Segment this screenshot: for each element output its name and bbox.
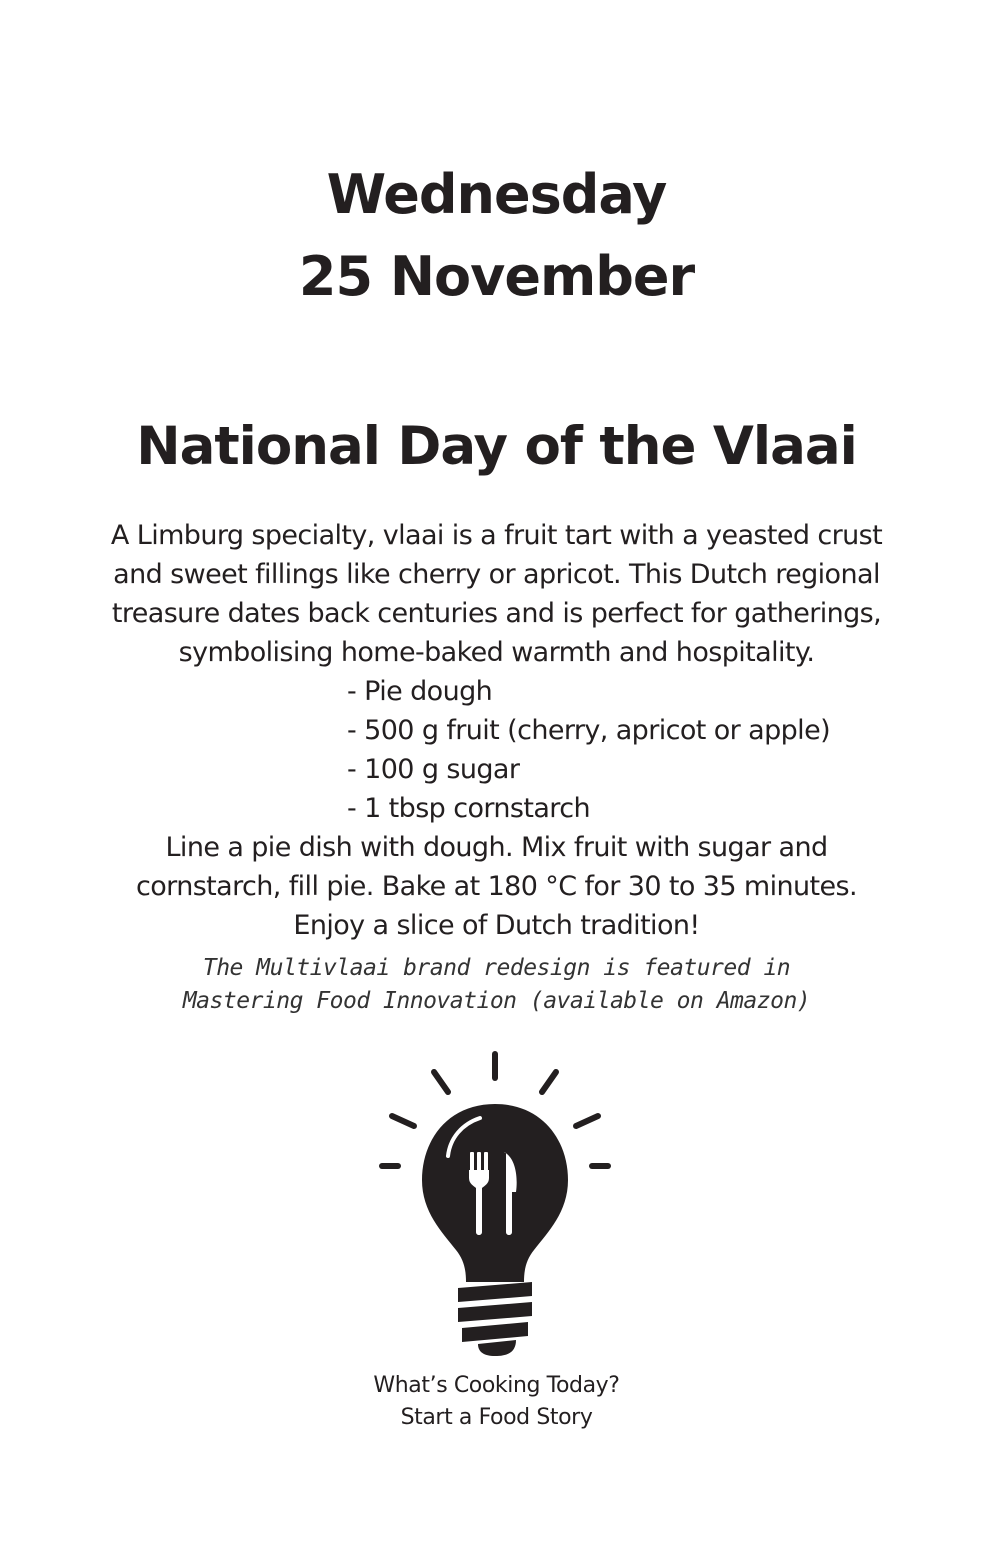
ingredient-list [347,672,830,828]
ingredient-item: - 100 g sugar [347,754,520,785]
date-day: 25 November [298,245,695,308]
method-line: Line a pie dish with dough. Mix fruit with sugar and [165,832,828,863]
intro-line: treasure dates back centuries and is perfect for gatherings, [111,598,882,629]
holiday-title: National Day of the Vlaai [136,416,857,477]
method-line: cornstarch, fill pie. Bake at 180 °C for 30 to 35 minutes. [136,871,857,902]
intro-paragraph [0,516,993,672]
note-line: The Multivlaai brand redesign is featured in [202,955,791,981]
intro-line: and sweet fillings like cherry or apricot. This Dutch regional [113,559,880,590]
ingredient-item: - 500 g fruit (cherry, apricot or apple) [347,715,831,746]
note-line: Mastering Food Innovation (available on Amazon) [182,988,811,1014]
ingredient-item: - 1 tbsp cornstarch [347,793,590,824]
date-weekday: Wednesday [326,163,667,226]
intro-line: A Limburg specialty, vlaai is a fruit tart with a yeasted crust [110,520,883,551]
book-note [0,952,993,1018]
tagline-line-2: Start a Food Story [400,1405,593,1430]
tagline-line-1: What’s Cooking Today? [373,1373,620,1398]
ingredient-item: - Pie dough [347,676,493,707]
tagline [0,1370,993,1434]
method-paragraph [0,828,993,945]
intro-line: symbolising home-baked warmth and hospitality. [178,637,815,668]
method-line: Enjoy a slice of Dutch tradition! [293,910,700,941]
lightbulb-fork-knife-icon [370,1046,620,1371]
